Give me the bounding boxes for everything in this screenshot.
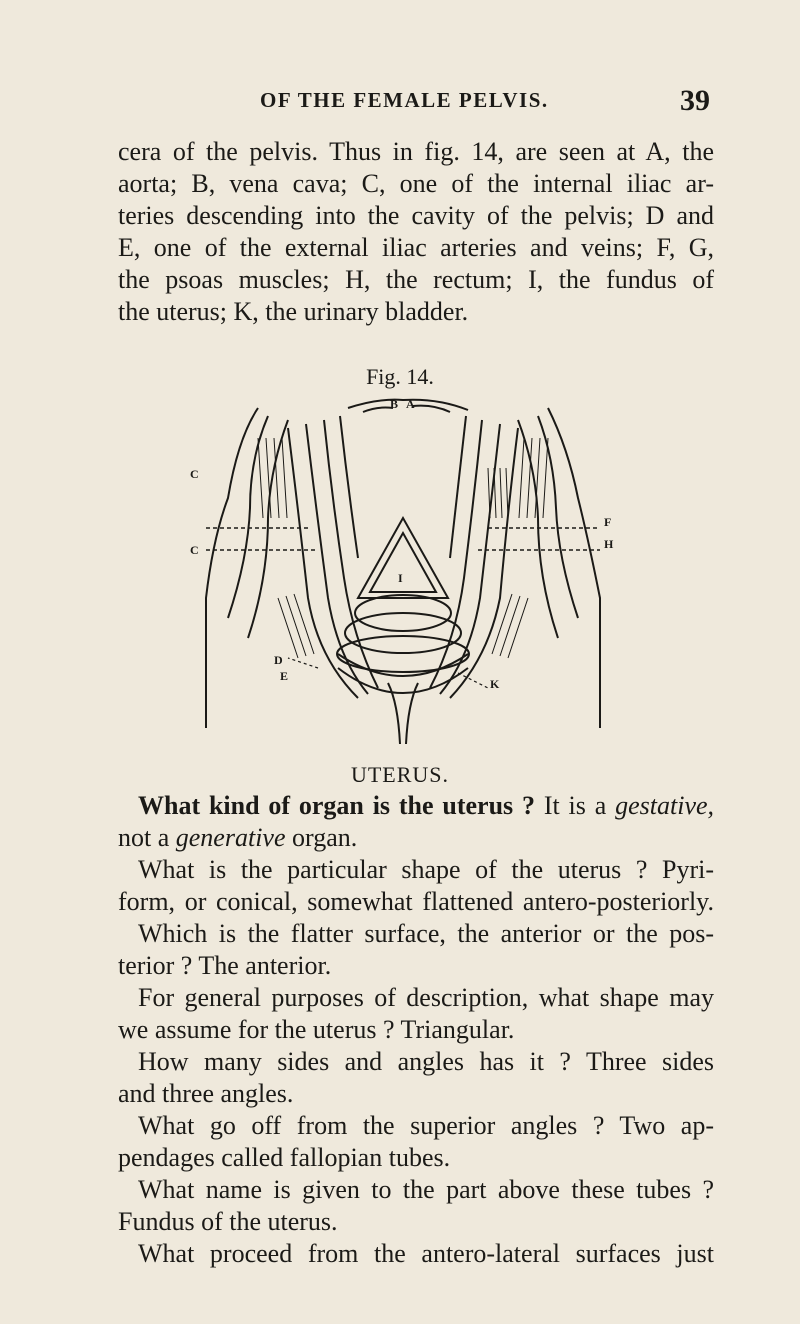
pelvis-engraving [188, 398, 618, 746]
answer-emphasis: gestative, [615, 791, 715, 820]
intro-paragraph [118, 136, 714, 328]
running-header [118, 86, 710, 120]
text-line: teries descending into the cavity of the pelvis; D and [118, 201, 714, 230]
text-line: the psoas muscles; H, the rectum; I, the fundus of [118, 265, 714, 294]
fig-letter-h: H [604, 537, 614, 551]
fig-letter-k: K [490, 677, 500, 691]
text-line: pendages called fallopian tubes. [118, 1143, 451, 1172]
text-line: For general purposes of description, what shape may [138, 983, 714, 1012]
text-line: terior ? The anterior. [118, 951, 332, 980]
answer-text: not a [118, 823, 170, 852]
page-number: 39 [680, 84, 710, 117]
fig-letter-i: I [398, 571, 403, 585]
fig-letter-a: A [406, 398, 415, 411]
answer-text: organ. [292, 823, 358, 852]
text-line: How many sides and angles has it ? Three sides [138, 1047, 714, 1076]
figure-label: Fig. 14. [366, 364, 434, 389]
fig-letter-c1: C [190, 467, 199, 481]
text-line: the uterus; K, the urinary bladder. [118, 297, 469, 326]
text-line [118, 822, 714, 854]
text-line: form, or conical, somewhat flattened antero-posteriorly. [118, 887, 714, 916]
qa-text [118, 790, 714, 1270]
text-line: What is the particular shape of the uterus ? Pyri- [138, 855, 714, 884]
text-line: What proceed from the antero-lateral surfaces just [138, 1239, 714, 1268]
text-line: E, one of the external iliac arteries and veins; F, G, [118, 233, 714, 262]
fig-letter-f: F [604, 515, 612, 529]
fig-letter-b: B [390, 398, 399, 411]
text-line: we assume for the uterus ? Triangular. [118, 1015, 515, 1044]
pelvis-illustration [188, 398, 618, 746]
section-caption: UTERUS. [350, 762, 450, 787]
text-line: What go off from the superior angles ? Two ap- [138, 1111, 714, 1140]
answer-text: It is a [543, 791, 607, 820]
text-line: What name is given to the part above these tubes ? [138, 1175, 714, 1204]
text-line [118, 790, 714, 822]
question-text: What kind of organ is the uterus ? [138, 791, 535, 820]
text-line: cera of the pelvis. Thus in fig. 14, are seen at A, the [118, 137, 714, 166]
text-line: aorta; B, vena cava; C, one of the internal iliac ar- [118, 169, 714, 198]
answer-emphasis: generative [175, 823, 286, 852]
text-line: and three angles. [118, 1079, 294, 1108]
running-title: OF THE FEMALE PELVIS. [260, 88, 549, 112]
text-line: Fundus of the uterus. [118, 1207, 338, 1236]
fig-letter-c2: C [190, 543, 199, 557]
fig-letter-e: E [280, 669, 289, 683]
fig-letter-d: D [274, 653, 283, 667]
text-line: Which is the flatter surface, the anterior or the pos- [138, 919, 714, 948]
